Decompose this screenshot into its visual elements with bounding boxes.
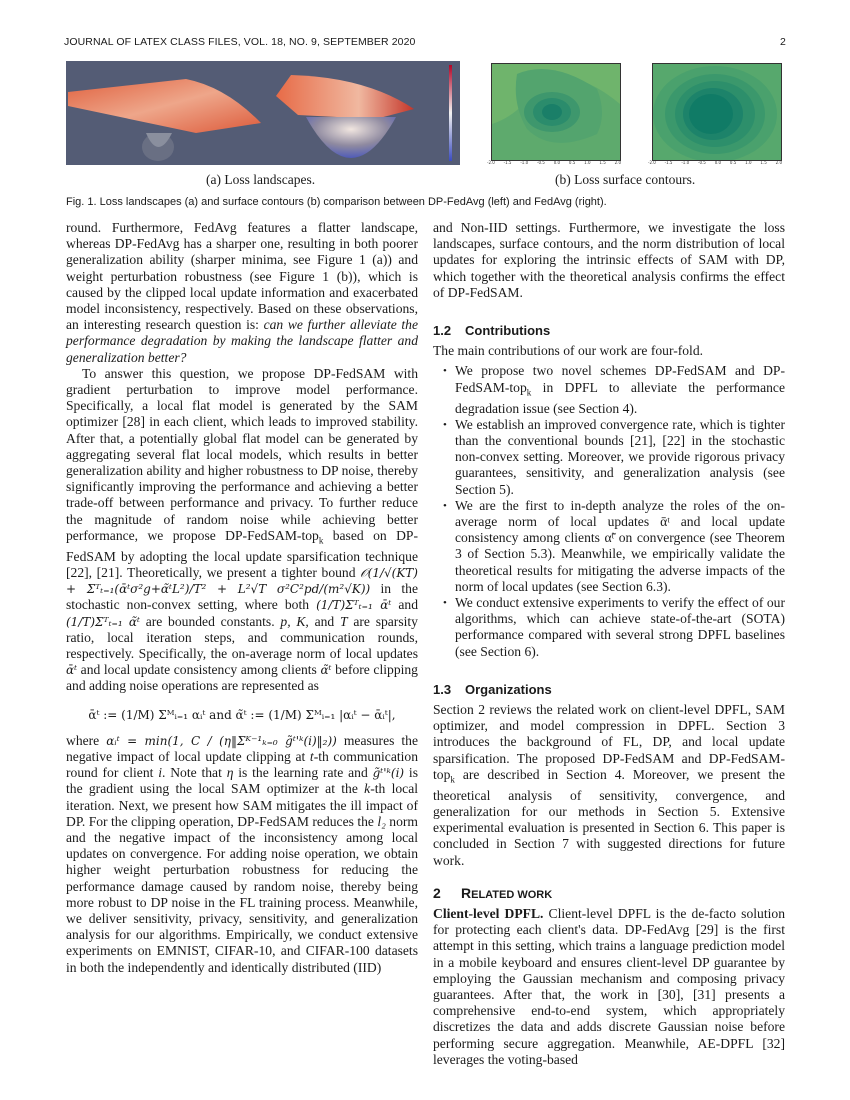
math-vars: p, K, — [280, 613, 309, 629]
paragraph-text: Client-level DPFL is the de-facto solution for protecting each client's data. DP-FedAvg [29] is the first attempt in this setting, which trains a language prediction model in a mobile keyboard and ensures client-level DP guarantee by employing the Gaussian mechanism and composing privacy guarantees. After that, the work in [30], [31] presents a comprehensive end-to-end system, which appropriately discretizes the data and adds discrete Gaussian noise before performing secure aggregation. Meanwhile, AE-DPFL [32] leverages the voting-based — [433, 905, 785, 1067]
item-text: in DPFL to alleviate the performance degradation issue (see Section 4). — [455, 379, 785, 416]
contour-area-right — [652, 63, 782, 161]
section-title: Contributions — [465, 323, 551, 339]
section-heading-contributions — [433, 323, 785, 339]
math-var-i: i — [158, 765, 163, 781]
paragraph-text: are bounded constants. — [139, 613, 281, 629]
paragraph-text: before clipping and adding noise operations are represented as — [66, 662, 418, 694]
subcaption-b: (b) Loss surface contours. — [555, 172, 696, 187]
contour-area-left — [491, 63, 621, 161]
subscript-k: k — [526, 387, 532, 398]
subscript-k: k — [318, 535, 324, 546]
paragraph-text: are described in Section 4. Moreover, we present the theoretical analysis of sensitivity, convergence, and generalization for our methods in Section 5. Extensive experimental evaluation is presented in Section 6. This paper is concluded in Section 7 with suggested directions for future work. — [433, 766, 785, 868]
section-heading-organizations — [433, 682, 785, 698]
avg-consistency-formula: (1/T)Σᵀₜ₌₁ α̃ᵗ — [66, 614, 140, 629]
paragraph-text: measures the negative impact of local update clipping at — [66, 732, 419, 765]
figure-caption — [66, 196, 607, 208]
paragraph-text: -th communication round for client — [66, 749, 418, 781]
run-in-heading: Client-level DPFL. — [433, 905, 544, 921]
section-number: 1.2 — [433, 323, 452, 339]
item-text: We establish an improved convergence rate, which is tighter than the conventional bounds [21], [22] in the stochastic non-convex setting. Moreover, we provide rigorous privacy guarantees, sensitivity, and generalization analysis (see Section 5). — [455, 416, 785, 497]
paragraph-text: round. Furthermore, FedAvg features a flatter landscape, whereas DP-FedAvg has a sharper one, resulting in both poorer generalization ability (sharper minima, see Figure 1 (a)) and weight perturbation robustness (see Figure 1 (b)), which is caused by the clipped local update information and exacerbated model inconsistency, respectively. Based on these observations, an interesting research question is: — [66, 220, 418, 333]
alpha-definition-formula: αᵢᵗ = min(1, C / (η‖Σᴷ⁻¹ₖ₌₀ g̃ᵗ'ᵏ(i)‖₂)) — [106, 733, 337, 748]
paragraph-text: is the learning rate and — [233, 765, 373, 781]
math-var-T: T — [340, 613, 348, 629]
math-gradient: g̃ᵗ'ᵏ(i) — [372, 766, 405, 781]
paragraph-text: and local update consistency among clients — [77, 662, 321, 678]
figure-caption-text: Loss landscapes (a) and surface contours (b) comparison between DP-FedAvg (left) and FedAvg (right). — [99, 196, 607, 208]
loss-landscape-image — [66, 61, 460, 165]
paragraph-client-level-dpfl — [433, 906, 785, 1068]
research-question: can we further alleviate the performance degradation by making the landscape flatter and generalization better? — [66, 317, 418, 365]
math-alpha-tilde: α̃ᵗ — [320, 663, 332, 678]
item-text: We conduct extensive experiments to verify the effect of our algorithms, which can achieve state-of-the-art (SOTA) performance compared with several strong DPFL baselines (see Section 6). — [455, 594, 785, 659]
loss-landscape-surfaces — [66, 61, 460, 165]
contour-xticks-right: -2.0 -1.5 -1.0 -0.5 0.0 0.5 1.0 1.5 2.0 — [648, 160, 782, 165]
paragraph-text: are sparsity ratio, local iteration steps, and communication rounds, respectively. Specifically, the on-average norm of local updates — [66, 613, 418, 661]
section-number: 2 — [433, 884, 441, 901]
contour-plot-fedavg — [640, 61, 780, 163]
contour-xticks-left: -2.0 -1.5 -1.0 -0.5 0.0 0.5 1.0 1.5 2.0 — [487, 160, 621, 165]
paragraph-settings: and Non-IID settings. Furthermore, we investigate the loss landscapes, surface contours, and the norm distribution of local updates for exploring the intrinsic effects of SAM with DP, which together with the theoretical analysis confirms the effect of DP-FedSAM. — [433, 220, 785, 300]
display-equation: ᾱᵗ := (1/M) Σᴹᵢ₌₁ αᵢᵗ and α̃ᵗ := (1/M) Σᴹᵢ₌₁ |αᵢᵗ − ᾱᵢᵗ|, — [88, 707, 396, 722]
contribution-item — [455, 417, 785, 498]
paragraph-text: and — [308, 613, 340, 629]
math-var-t: t — [309, 749, 314, 765]
paragraph-text: norm and the negative impact of the inconsistency among local updates on convergence. For adding noise operation, we obtain higher weight perturbation robustness for reducing the performance damage caused by random noise, thereby being more robust to DP noise in the FL training process. Meanwhile, we deliver sensitivity, privacy, sensitivity, and generalization analysis for our algorithms. Empirically, we conduct extensive experiments on EMNIST, CIFAR-10, and CIFAR-100 datasets in both the independently and identically distributed (IID) — [66, 813, 418, 975]
figure-caption-label: Fig. 1. — [66, 196, 97, 208]
section-title: Organizations — [465, 681, 552, 697]
paragraph-text: is the gradient using the local SAM optimizer at the — [66, 765, 418, 797]
paragraph-text: where — [66, 732, 107, 748]
avg-norm-formula: (1/T)Σᵀₜ₌₁ ᾱᵗ — [316, 598, 392, 613]
section-title-initial: R — [461, 884, 472, 901]
section-title-rest: ELATED WORK — [471, 888, 553, 901]
paragraph-text: . Note that — [162, 765, 227, 781]
contributions-intro: The main contributions of our work are four-fold. — [433, 343, 704, 359]
paragraph-text: and — [391, 597, 418, 613]
paragraph-organization — [433, 702, 785, 869]
figure-1 — [66, 61, 788, 171]
paragraph-proposal — [66, 366, 418, 695]
contribution-item — [455, 595, 785, 660]
contributions-list — [433, 363, 785, 659]
paragraph-text: Section 2 reviews the related work on client-level DPFL, SAM optimizer, and model compression in DPFL. Section 3 introduces the background of FL, DP, and local update sparsification. The proposed DP-FedSAM and DP-FedSAM-top — [433, 702, 785, 782]
subcaption-a: (a) Loss landscapes. — [206, 172, 316, 187]
item-text: We propose two novel schemes DP-FedSAM and DP-FedSAM-top — [455, 363, 785, 395]
paragraph-intro-continued — [66, 220, 418, 366]
math-l2: l₂ — [377, 813, 386, 829]
math-alpha-bar: ᾱᵗ — [66, 663, 78, 678]
math-var-k: k — [364, 781, 371, 797]
paragraph-definitions — [66, 733, 418, 976]
convergence-bound-formula: 𝒪(1/√(KT) + Σᵀₜ₌₁(ᾱᵗσ²g+α̃ᵗL²)/T² + L²√T σ²C²pd/(m²√K)) — [66, 565, 418, 597]
subscript-k: k — [450, 774, 455, 785]
paragraph-text: -th local iteration. Next, we present how SAM mitigates the ill impact of DP. For the clipping operation, DP-FedSAM reduces the — [66, 781, 419, 829]
left-column — [66, 220, 418, 976]
contour-plot-dp-fedavg — [479, 61, 619, 163]
item-text: We are the first to in-depth analyze the roles of the on-average norm of local updates ᾱᵗ and local update consistency among clients α̃ᵗ on convergence (see Theorem 3 of Section 5.3). Meanwhile, we empirically validate the theoretical results for mitigating the adverse impacts of the norm of local updates (see Section 6.3). — [455, 497, 785, 594]
running-header — [64, 36, 786, 48]
section-number: 1.3 — [433, 681, 452, 697]
right-column — [433, 220, 785, 1068]
journal-title: JOURNAL OF LATEX CLASS FILES, VOL. 18, NO. 9, SEPTEMBER 2020 — [64, 36, 416, 48]
contribution-item — [455, 498, 785, 595]
math-var-eta: η — [226, 765, 234, 781]
page-number: 2 — [780, 36, 786, 48]
paragraph-text: To answer this question, we propose DP-FedSAM with gradient perturbation to improve model performance. Specifically, a local flat model is generated by the SAM optimizer [28] in each client, which leads to improved stability. After that, a potentially global flat model can be generated by aggregating several flat local models, which results in better generalization ability and higher robustness to DP noise, thereby significantly improving the performance and achieving a better trade-off between performance and privacy. To further reduce the magnitude of random noise while achieving better performance, we propose DP-FedSAM-top — [66, 365, 418, 543]
paragraph-text: based on DP-FedSAM by adopting the local update sparsification technique [22], [21]. Theoretically, we present a tighter bound — [66, 527, 418, 580]
paragraph-text: in the stochastic non-convex setting, where both — [66, 581, 418, 613]
contribution-item — [455, 363, 785, 416]
section-heading-related-work — [433, 885, 785, 903]
